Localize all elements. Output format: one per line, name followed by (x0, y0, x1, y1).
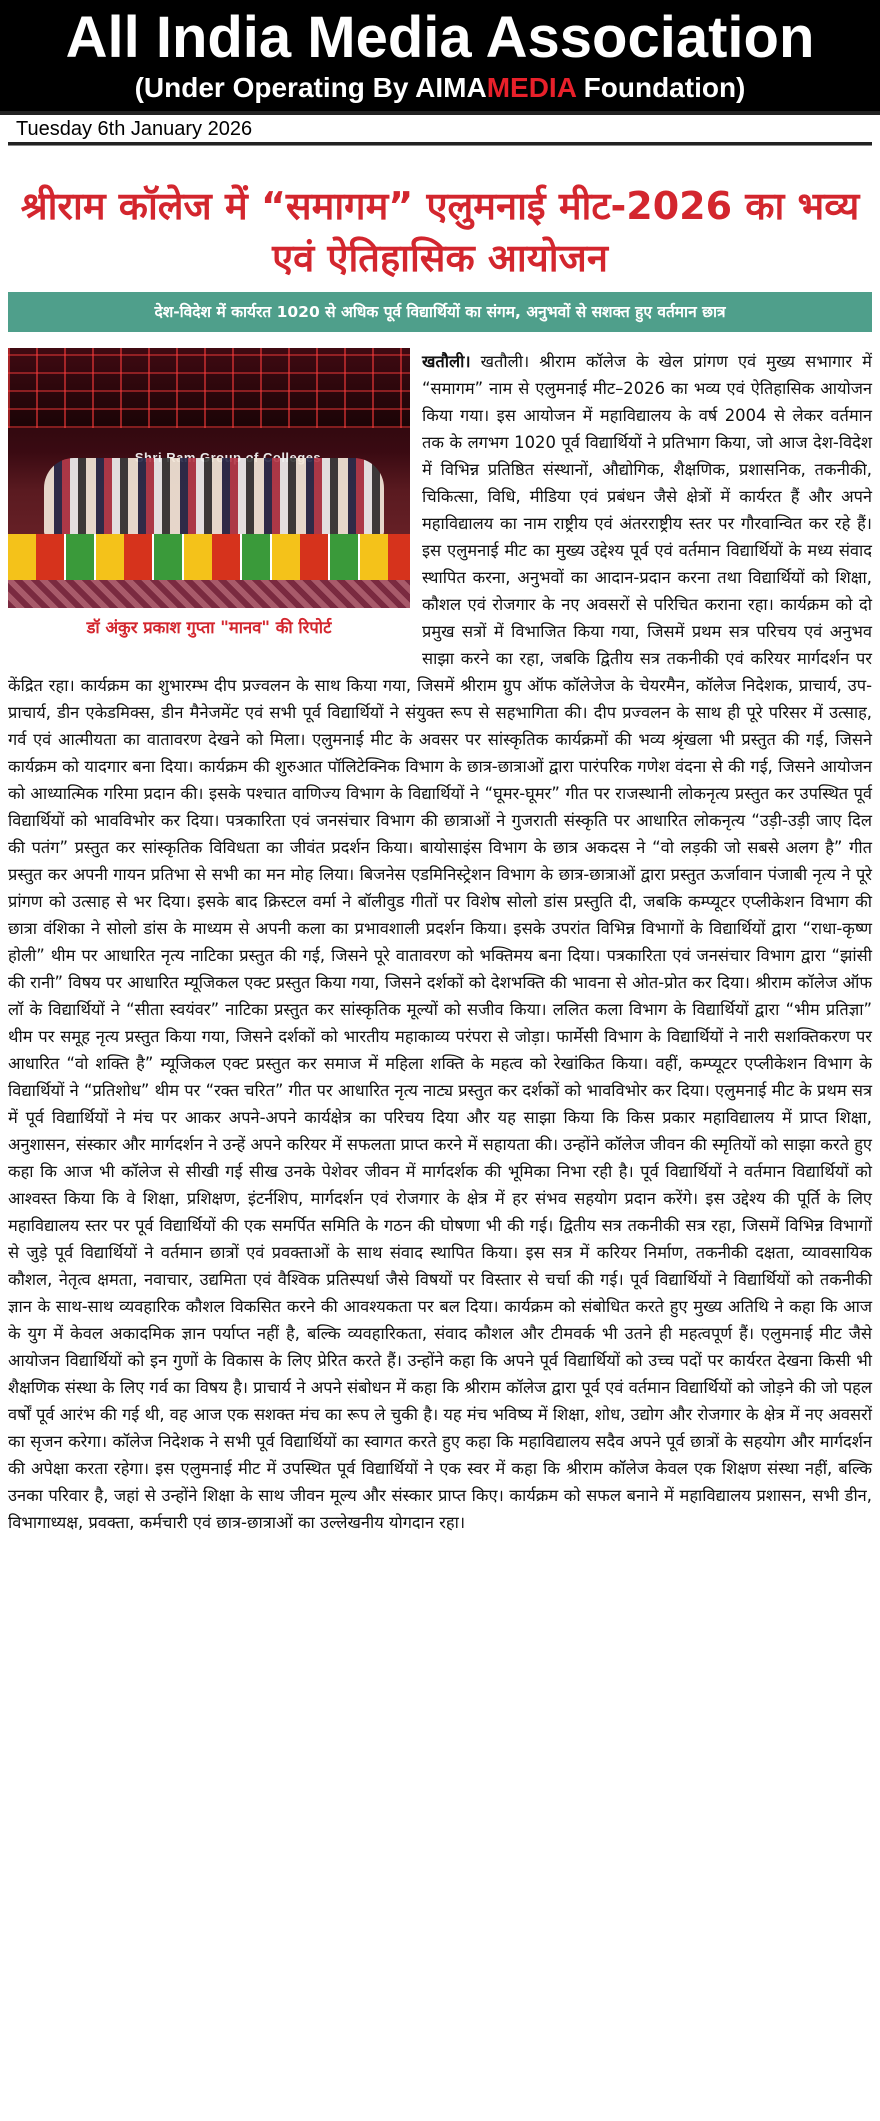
masthead-subtitle (0, 72, 880, 104)
photo-block (8, 348, 410, 642)
headline: श्रीराम कॉलेज में “समागम” एलुमनाई मीट-2026 का भव्य एवं ऐतिहासिक आयोजन (20, 184, 860, 280)
photo-group-of-people (44, 458, 384, 536)
photo-carpet (8, 580, 410, 608)
masthead (0, 0, 880, 115)
divider (8, 145, 872, 146)
masthead-title: All India Media Association (65, 5, 815, 70)
article-body: खतौली। श्रीराम कॉलेज के खेल प्रांगण एवं मुख्य सभागार में “समागम” नाम से एलुमनाई मीट–2026 का भव्य एवं ऐतिहासिक आयोजन किया गया। इस आयोजन में महाविद्यालय के वर्ष 2004 से लेकर वर्तमान तक के लगभग 1020 पूर्व विद्यार्थियों ने प्रतिभाग किया, जो आज देश-विदेश में विभिन्न प्रतिष्ठित संस्थानों, औद्योगिक, शैक्षणिक, प्रशासनिक, तकनीकी, चिकित्सा, विधि, मीडिया एवं प्रबंधन जैसे क्षेत्रों में कार्यरत हैं और अपने महाविद्यालय का नाम राष्ट्रीय एवं अंतरराष्ट्रीय स्तर पर गौरवान्वित कर रहे हैं। इस एलुमनाई मीट का मुख्य उद्देश्य पूर्व एवं वर्तमान विद्यार्थियों के मध्य संवाद स्थापित करना, अनुभवों का आदान-प्रदान करना तथा विद्यार्थियों को शिक्षा, कौशल एवं रोजगार के नए अवसरों से परिचित कराना रहा। कार्यक्रम को दो प्रमुख सत्रों में विभाजित किया गया, जिसमें प्रथम सत्र परिचय एवं अनुभव साझा करने का रहा, जबकि द्वितीय सत्र तकनीकी एवं करियर मार्गदर्शन पर केंद्रित रहा। कार्यक्रम का शुभारम्भ दीप प्रज्वलन के साथ किया गया, जिसमें श्रीराम ग्रुप ऑफ कॉलेजेज के चेयरमैन, कॉलेज निदेशक, प्राचार्य, उप-प्राचार्य, डीन एकेडमिक्स, डीन मैनेजमेंट एवं सभी पूर्व विद्यार्थियों ने संयुक्त रूप से सहभागिता की। दीप प्रज्वलन के साथ ही पूरे परिसर में उत्साह, गर्व एवं आत्मीयता का वातावरण देखने को मिला। एलुमनाई मीट के अवसर पर सांस्कृतिक कार्यक्रमों की भव्य श्रृंखला भी प्रस्तुत की गई, जिसने कार्यक्रम को यादगार बना दिया। कार्यक्रम की शुरुआत पॉलिटेक्निक विभाग के छात्र-छात्राओं द्वारा पारंपरिक गणेश वंदना से की गई, जिसने आयोजन को आध्यात्मिक गरिमा प्रदान की। इसके पश्चात वाणिज्य विभाग के विद्यार्थियों ने “घूमर-घूमर” गीत पर राजस्थानी लोकनृत्य प्रस्तुत कर उपस्थित पूर्व विद्यार्थियों को भावविभोर कर दिया। पत्रकारिता एवं जनसंचार विभाग की छात्राओं ने गुजराती संस्कृति पर आधारित लोकनृत्य “उड़ी-उड़ी जाए दिल की पतंग” प्रस्तुत कर सांस्कृतिक विविधता का जीवंत प्रदर्शन किया। बायोसाइंस विभाग के छात्र अकदस ने “वो लड़की जो सबसे अलग है” गीत प्रस्तुत कर अपनी गायन प्रतिभा से सभी का मन मोह लिया। बिजनेस एडमिनिस्ट्रेशन विभाग के छात्र-छात्राओं द्वारा प्रस्तुत ऊर्जावान पंजाबी नृत्य ने पूरे प्रांगण को उत्साह से भर दिया। इसके बाद क्रिस्टल वर्मा ने बॉलीवुड गीतों पर विशेष सोलो डांस प्रस्तुति दी, जबकि कम्प्यूटर एप्लीकेशन विभाग की छात्रा वंशिका ने सोलो डांस के माध्यम से अपनी कला का प्रभावशाली प्रदर्शन किया। इसके उपरांत विभिन्न विभागों के विद्यार्थियों द्वारा “राधा-कृष्ण होली” थीम पर आधारित नृत्य नाटिका प्रस्तुत की गई, जिसने पूरे वातावरण को भक्तिमय बना दिया। पत्रकारिता एवं जनसंचार विभाग द्वारा “झांसी की रानी” विषय पर आधारित म्यूजिकल एक्ट प्रस्तुत किया गया, जिसने दर्शकों को देशभक्ति की भावना से ओत-प्रोत कर दिया। श्रीराम कॉलेज ऑफ लॉ के विद्यार्थियों ने “सीता स्वयंवर” नाटिका प्रस्तुत कर सांस्कृतिक मूल्यों को सजीव किया। ललित कला विभाग के विद्यार्थियों द्वारा “भीम प्रतिज्ञा” थीम पर समूह नृत्य प्रस्तुत किया गया, जिसने दर्शकों को भारतीय महाकाव्य परंपरा से जोड़ा। फार्मेसी विभाग के विद्यार्थियों ने नारी सशक्तिकरण पर आधारित “वो शक्ति है” म्यूजिकल एक्ट प्रस्तुत कर समाज में महिला शक्ति के महत्व को रेखांकित किया। वहीं, कम्प्यूटर एप्लीकेशन विभाग के विद्यार्थियों ने “प्रतिशोध” थीम पर “रक्त चरित” गीत पर आधारित नृत्य नाट्य प्रस्तुत कर दर्शकों को भावविभोर कर दिया। एलुमनाई मीट के प्रथम सत्र में पूर्व विद्यार्थियों ने मंच पर आकर अपने-अपने कार्यक्षेत्र का परिचय दिया और यह साझा किया कि किस प्रकार महाविद्यालय में प्राप्त शिक्षा, अनुशासन, संस्कार और मार्गदर्शन ने उन्हें अपने करियर में सफलता प्राप्त करने में सहायता की। उन्होंने कॉलेज जीवन की स्मृतियों को साझा करते हुए कहा कि आज भी कॉलेज से सीखी गई सीख उनके पेशेवर जीवन में मार्गदर्शक की भूमिका निभा रही है। पूर्व विद्यार्थियों ने वर्तमान विद्यार्थियों को आश्वस्त किया कि वे शिक्षा, प्रशिक्षण, इंटर्नशिप, मार्गदर्शन एवं रोजगार के क्षेत्र में हर संभव सहयोग प्रदान करेंगे। इस उद्देश्य की पूर्ति के लिए महाविद्यालय स्तर पर पूर्व विद्यार्थियों की एक समर्पित समिति के गठन की घोषणा भी की गई। द्वितीय सत्र तकनीकी सत्र रहा, जिसमें विभिन्न विभागों से जुड़े पूर्व विद्यार्थियों ने वर्तमान छात्रों एवं प्रवक्ताओं के साथ संवाद स्थापित किया। इस सत्र में करियर निर्माण, तकनीकी दक्षता, व्यावसायिक कौशल, नेतृत्व क्षमता, नवाचार, उद्यमिता एवं वैश्विक प्रतिस्पर्धा जैसे विषयों पर विस्तार से चर्चा की गई। पूर्व विद्यार्थियों ने विद्यार्थियों को तकनीकी ज्ञान के साथ-साथ व्यवहारिक कौशल विकसित करने की आवश्यकता पर बल दिया। कार्यक्रम को संबोधित करते हुए मुख्य अतिथि ने कहा कि आज के युग में केवल अकादमिक ज्ञान पर्याप्त नहीं है, बल्कि व्यवहारिकता, संवाद कौशल और टीमवर्क भी उतने ही महत्वपूर्ण हैं। एलुमनाई मीट जैसे आयोजन विद्यार्थियों को इन गुणों के विकास के लिए प्रेरित करते हैं। उन्होंने कहा कि अपने पूर्व विद्यार्थियों को उच्च पदों पर कार्यरत देखना किसी भी शैक्षणिक संस्था के लिए गर्व का विषय है। प्राचार्य ने अपने संबोधन में कहा कि श्रीराम कॉलेज द्वारा पूर्व एवं वर्तमान विद्यार्थियों को जोड़ने की जो पहल वर्षों पूर्व आरंभ की गई थी, वह आज एक सशक्त मंच का रूप ले चुकी है। यह मंच भविष्य में शिक्षा, शोध, उद्योग और रोजगार के क्षेत्र में नए अवसरों का सृजन करेगा। कॉलेज निदेशक ने सभी पूर्व विद्यार्थियों का स्वागत करते हुए कहा कि महाविद्यालय सदैव अपने पूर्व छात्रों के सहयोग और मार्गदर्शन की अपेक्षा करता रहेगा। इस एलुमनाई मीट में उपस्थित पूर्व विद्यार्थियों ने एक स्वर में कहा कि श्रीराम कॉलेज केवल एक शिक्षण संस्था नहीं, बल्कि उनका परिवार है, जहां से उन्होंने शिक्षा के साथ जीवन मूल्य और संस्कार प्राप्त किए। कार्यक्रम को सफल बनाने में महाविद्यालय प्रशासन, सभी डीन, विभागाध्यक्ष, प्रवक्ता, कर्मचारी एवं छात्र-छात्राओं का उल्लेखनीय योगदान रहा। (8, 352, 873, 1532)
dateline (8, 115, 872, 145)
event-photo (8, 348, 410, 608)
publication-date: Tuesday 6th January 2026 (16, 118, 253, 140)
photo-caption: डॉ अंकुर प्रकाश गुप्ता "मानव" की रिपोर्ट (86, 618, 332, 637)
subheadline: देश-विदेश में कार्यरत 1020 से अधिक पूर्व विद्यार्थियों का संगम, अनुभवों से सशक्त हुए वर्तमान छात्र (8, 292, 872, 332)
masthead-sub-media: MEDIA (486, 72, 576, 103)
photo-ceiling-decoration (8, 348, 410, 428)
article (8, 348, 872, 1536)
masthead-sub-after: Foundation) (575, 72, 746, 103)
article-dateline: खतौली। (422, 352, 471, 371)
masthead-sub-before: (Under Operating By AIMA (134, 72, 487, 103)
